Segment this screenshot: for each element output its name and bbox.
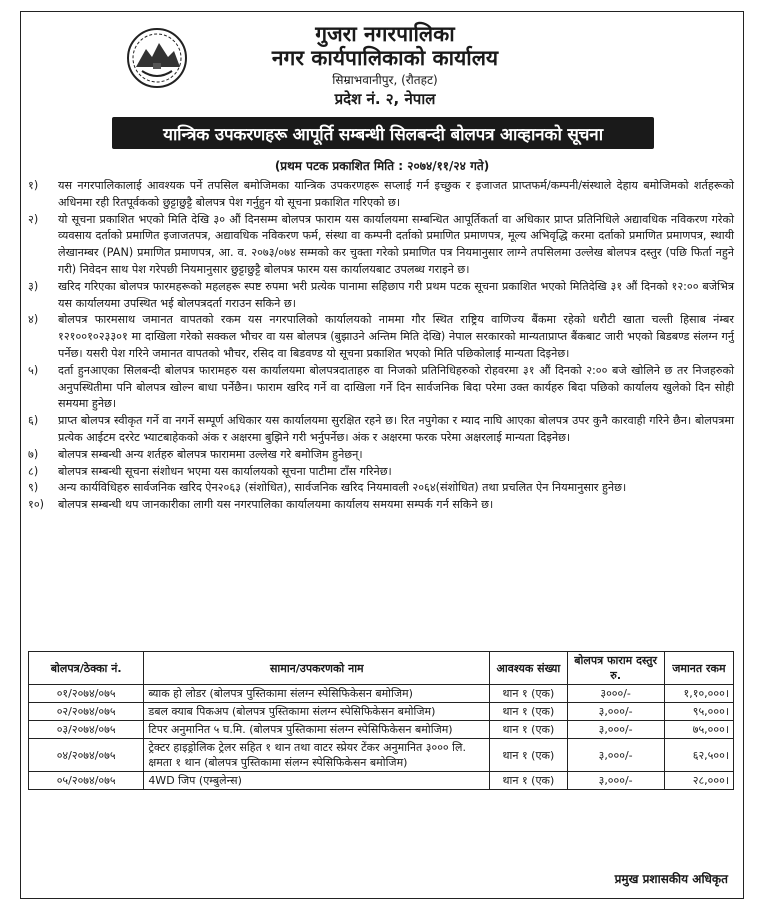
table-row — [29, 685, 734, 703]
cell-deposit: ९५,०००। — [664, 703, 733, 721]
list-item — [28, 447, 734, 464]
list-item-number: ५) — [28, 363, 39, 377]
cell-item-name: टिपर अनुमानित ५ घ.मि. (बोलपत्र पुस्तिकामा संलग्न स्पेसिफिकेसन बमोजिम) — [144, 721, 490, 739]
cell-fee: ३०००/- — [567, 685, 664, 703]
list-item-text: बोलपत्र सम्बन्धी सूचना संशोधन भएमा यस कार्यालयको सूचना पाटीमा टाँस गरिनेछ। — [58, 464, 392, 478]
publish-date: (प्रथम पटक प्रकाशित मिति : २०७४/११/२४ गते) — [274, 159, 490, 173]
cell-fee: ३,०००/- — [567, 703, 664, 721]
list-item — [28, 363, 734, 413]
list-item — [28, 413, 734, 447]
list-item — [28, 312, 734, 362]
list-item-text: बोलपत्र सम्बन्धी थप जानकारीका लागी यस नगरपालिका कार्यालयमा कार्यालय समयमा सम्पर्क गर्न सकिने छ। — [58, 498, 494, 512]
conditions-list — [28, 178, 734, 514]
list-item-number: २) — [28, 212, 39, 226]
list-item — [28, 212, 734, 279]
cell-number: ०३/२०७४/०७५ — [29, 721, 144, 739]
office-name: नगर कार्यपालिकाको कार्यालय — [271, 46, 499, 70]
cell-quantity: थान १ (एक) — [490, 772, 567, 790]
cell-quantity: थान १ (एक) — [490, 703, 567, 721]
col-header-deposit: जमानत रकम — [664, 652, 733, 685]
cell-fee: ३,०००/- — [567, 772, 664, 790]
cell-number: ०१/२०७४/०७५ — [29, 685, 144, 703]
list-item-text: खरिद गरिएका बोलपत्र फारमहरूको महलहरू स्पष्ट रुपमा भरी प्रत्येक पानामा सहिछाप गरी प्रथम पटक सूचना प्रकाशित भएको मितिदेखि ३१ औं दिनको १२:०० बजेभित्र यस कार्यालयमा उपस्थित भई बोलपत्रदर्ता गराउन सकिने छ। — [58, 279, 734, 310]
cell-item-name: ब्याक हो लोडर (बोलपत्र पुस्तिकामा संलग्न स्पेसिफिकेसन बमोजिम) — [144, 685, 490, 703]
list-item — [28, 480, 734, 497]
notice-title-banner: यान्त्रिक उपकरणहरू आपूर्ति सम्बन्धी सिलबन्दी बोलपत्र आव्हानको सूचना — [112, 117, 654, 149]
cell-item-name: ट्रेक्टर हाइड्रोलिक ट्रेलर सहित १ थान तथा वाटर स्प्रेयर टेंकर अनुमानित ३००० लि. क्षमता १ थान (बोलपत्र पुस्तिकामा संलग्न स्पेसिफिकेसन बमोजिम) — [144, 739, 490, 772]
province-line: प्रदेश नं. २, नेपाल — [334, 90, 436, 108]
cell-fee: ३,०००/- — [567, 721, 664, 739]
list-item-number: १) — [28, 179, 39, 192]
cell-item-name: डबल क्याब पिकअप (बोलपत्र पुस्तिकामा संलग्न स्पेसिफिकेसन बमोजिम) — [144, 703, 490, 721]
cell-quantity: थान १ (एक) — [490, 739, 567, 772]
list-item-text: यस नगरपालिकालाई आवश्यक पर्ने तपसिल बमोजिमका यान्त्रिक उपकरणहरू सप्लाई गर्न इच्छुक र इजाजत प्राप्तफर्म/कम्पनी/संस्थाले देहाय बमोजिमको शर्तहरूको अधिनमा रही रितपूर्वकको छुट्टाछुट्टै बोलपत्र पेश गर्नुहुन यो सूचना प्रकाशित गरिएको छ। — [58, 179, 734, 209]
list-item — [28, 497, 734, 514]
list-item — [28, 464, 734, 481]
list-item-number: १०) — [28, 498, 44, 512]
list-item — [28, 178, 734, 212]
cell-fee: ३,०००/- — [567, 739, 664, 772]
cell-deposit: ७५,०००। — [664, 721, 733, 739]
col-header-quantity: आवश्यक संख्या — [490, 652, 567, 685]
cell-deposit: १,१०,०००। — [664, 685, 733, 703]
cell-deposit: २८,०००। — [664, 772, 733, 790]
signatory-title: प्रमुख प्रशासकीय अधिकृत — [614, 872, 728, 886]
list-item-text: बोलपत्र फारमसाथ जमानत वापतको रकम यस नगरपालिको कार्यालयको नाममा गौर स्थित राष्ट्रिय वाणिज्य बैंकमा रहेको धरौटी खाता चल्ती हिसाब नंम्बर १२१००१०२३३०१ मा दाखिला गरेको सक्कल भौचर वा यस बोलपत्र (बुझाउने अन्तिम मिति देखि) नेपाल सरकारको मान्यताप्राप्त बैंकबाट जारी भएको बिडबण्ड संलग्न गर्नु पर्नेछ। यसरी पेश गरिने जमानत वापतको भौचर, रसिद वा बिडवण्ड यो सूचना प्रकाशित भएको मिति पछिकोलाई मान्यता दिइनेछ। — [58, 313, 734, 360]
list-item — [28, 279, 734, 313]
office-address: सिम्राभवानीपुर, (रौतहट) — [332, 73, 438, 87]
list-item-text: अन्य कार्यविधिहरु सार्वजनिक खरिद ऐन२०६३ (संशोधित), सार्वजनिक खरिद नियमावली २०६४(संशोधित) तथा प्रचलित ऐन नियमानुसार हुनेछ। — [58, 481, 627, 495]
municipality-name: गुजरा नगरपालिका — [315, 22, 455, 46]
equipment-table — [28, 651, 734, 790]
cell-quantity: थान १ (एक) — [490, 685, 567, 703]
cell-number: ०२/२०७४/०७५ — [29, 703, 144, 721]
cell-deposit: ६२,५००। — [664, 739, 733, 772]
cell-quantity: थान १ (एक) — [490, 721, 567, 739]
list-item-number: ४) — [28, 313, 39, 327]
cell-item-name: 4WD जिप (एम्बुलेन्स) — [144, 772, 490, 790]
cell-number: ०४/२०७४/०७५ — [29, 739, 144, 772]
list-item-number: ८) — [28, 464, 39, 478]
list-item-text: दर्ता हुनआएका सिलबन्दी बोलपत्र फारामहरु यस कार्यालयमा बोलपत्रदाताहरु वा निजको प्रतिनिधिहरुको रोहवरमा ३१ औं दिनको २:०० बजे खोलिने छ तर निजहरुको अनुपस्थितीमा पनि बोलपत्र खोल्न बाधा पर्नेछैन। फाराम खरिद गर्ने वा दाखिला गर्ने दिन सार्वजनिक बिदा परेमा उक्त कार्यहरु बिदा पछिको कार्यालय खुलेको दिन सोही समयमा हुनेछ। — [58, 363, 734, 411]
list-item-text: यो सूचना प्रकाशित भएको मिति देखि ३० औं दिनसम्म बोलपत्र फाराम यस कार्यालयमा सम्बन्धित आपूर्तिकर्ता वा अधिकार प्राप्त प्रतिनिधिले अद्यावधिक नविकरण गरेको व्यवसाय दर्ताको प्रमाणित इजाजतपत्र, अद्यावधिक नविकरण फर्म, संस्था वा कम्पनी दर्ताको प्रमाणित प्रमाणपत्र, मूल्य अभिवृद्धि करमा दर्ताको प्रमाणित प्रमाणपत्र, स्थायी लेखानम्बर (PAN) प्रमाणित प्रमाणपत्र, आ. व. २०७३/०७४ सम्मको कर चुक्ता गरेको प्रमाणित पत्र नियमानुसार लाग्ने तपसिलमा उल्लेख बोलपत्र दस्तुर (पछि फिर्ता नहुने गरी) निवेदन साथ पेश गरेपछी नियमानुसार छुट्टाछुट्टै बोलपत्र फारम यस कार्यालयबाट उपलब्ध गराइने छ। — [58, 212, 734, 276]
list-item-text: बोलपत्र सम्बन्धी अन्य शर्तहरु बोलपत्र फाराममा उल्लेख गरे बमोजिम हुनेछन्। — [58, 447, 363, 461]
table-row — [29, 739, 734, 772]
col-header-fee: बोलपत्र फाराम दस्तुर रु. — [567, 652, 664, 685]
list-item-number: ३) — [28, 279, 39, 293]
list-item-number: ९) — [28, 481, 39, 495]
list-item-number: ७) — [28, 447, 39, 461]
nepal-emblem-icon — [126, 27, 188, 89]
cell-number: ०५/२०७४/०७५ — [29, 772, 144, 790]
table-row — [29, 772, 734, 790]
list-item-number: ६) — [28, 414, 39, 428]
table-header-row — [29, 652, 734, 685]
table-row — [29, 721, 734, 739]
table-row — [29, 703, 734, 721]
col-header-item-name: सामान/उपकरणको नाम — [144, 652, 490, 685]
list-item-text: प्राप्त बोलपत्र स्वीकृत गर्ने वा नगर्ने सम्पूर्ण अधिकार यस कार्यालयमा सुरक्षित रहने छ। रित नपुगेका र म्याद नाघि आएका बोलपत्र उपर कुनै कारवाही गरिने छैन। बोलपत्रमा प्रत्येक आईटम दररेट भ्याटबाहेकको अंक र अक्षरमा बुझिने गरी भर्नुपर्नेछ। अंक र अक्षरमा फरक परेमा अक्षरलाई मान्यता दिइनेछ। — [58, 414, 734, 444]
col-header-number: बोलपत्र/ठेक्का नं. — [29, 652, 144, 685]
